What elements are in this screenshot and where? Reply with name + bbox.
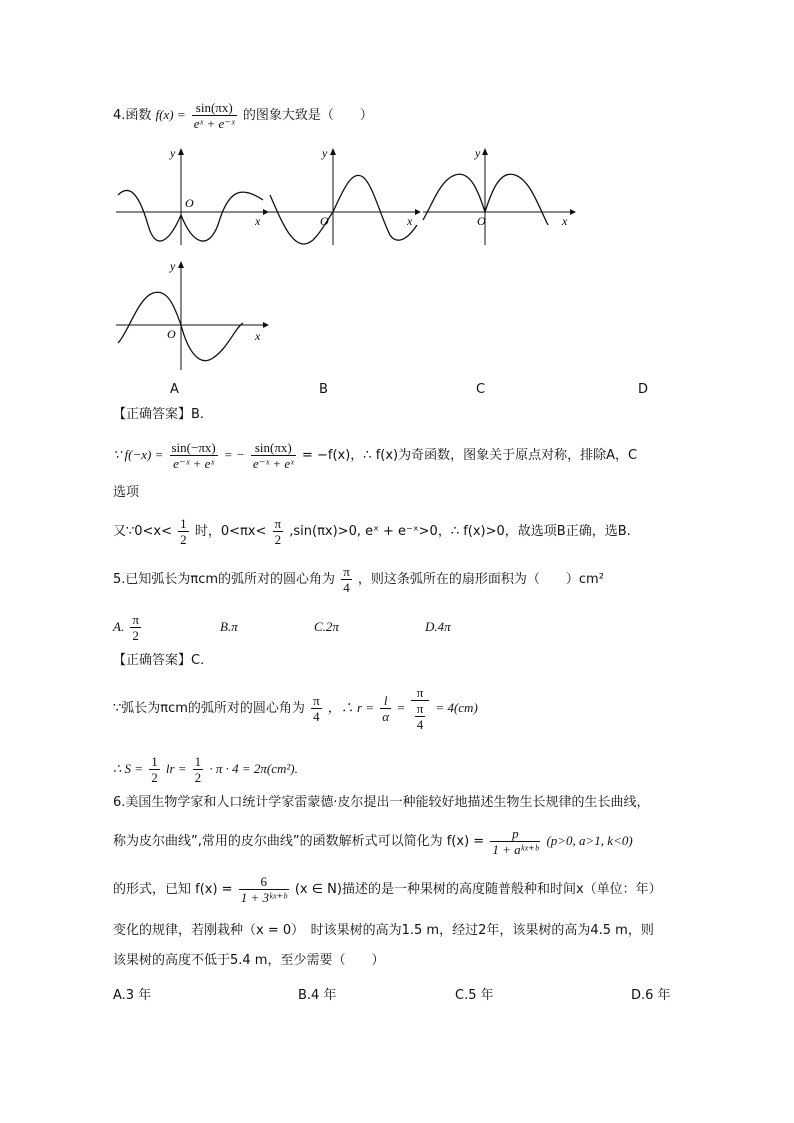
q5-option-a: A. $\frac{\pi}{2}$ <box>113 612 139 643</box>
q6-option-b: B.4 年 <box>298 988 337 1003</box>
q5-option-d: D.4π <box>425 619 451 634</box>
graph-option-b <box>265 145 425 250</box>
q5-stem: 5.已知弧长为πcm的弧所对的圆心角为 $\frac{\pi}{4}$ ，则这条弧所在的扇形面积为（ ）cm² <box>113 564 604 595</box>
q5-solution-1: ∵弧长为πcm的弧所对的圆心角为 $\frac{\pi}{4}$ ，∴ r = $\frac{l}{\alpha}$ = $\frac{\pi}{\frac{\pi}{4}}$ = 4(cm) <box>113 685 478 732</box>
svg-text:y: y <box>322 146 328 160</box>
svg-text:O: O <box>185 196 194 210</box>
q4-solution-1: ∵ f(−x) = $\frac{\sin(-\pi x)}{\text{e⁻ˣ + eˣ}}$ = − $\frac{\sin(\pi x)}{\text{e⁻ˣ + eˣ}}$ = −f(x)，∴ f(x)为奇函数，图象关于原点对称，排除A，C <box>113 440 638 471</box>
q6-option-d: D.6 年 <box>631 988 671 1003</box>
q6-line-3: 的形式，已知 f(x) = $\frac{6}{\text{1 + 3ᵏˣ⁺ᵇ}}$ (x ∈ N)描述的是一种果树的高度随普般种和时间x（单位：年） <box>113 874 662 905</box>
svg-text:y: y <box>170 146 176 160</box>
q6-line-2: 称为皮尔曲线”,常用的皮尔曲线”的函数解析式可以简化为 f(x) = $\frac{p}{\text{1 + aᵏˣ⁺ᵇ}}$ (p>0, a>1, k<0) <box>113 826 633 857</box>
q4-answer: 【正确答案】B. <box>113 407 205 422</box>
option-a-label: A <box>170 382 179 397</box>
q6-line-5: 该果树的高度不低于5.4 m，至少需要（ ） <box>113 953 385 968</box>
q4-solution-2: 又∵0<x< $\frac{1}{2}$ 时，0<πx< $\frac{\pi}{2}$ ,sin(πx)>0, eˣ + e⁻ˣ>0，∴ f(x)>0，故选项B正确，选B. <box>113 516 631 547</box>
graph-option-d <box>113 258 273 373</box>
q5-answer: 【正确答案】C. <box>113 653 205 668</box>
svg-text:x: x <box>407 214 413 228</box>
svg-text:O: O <box>167 327 176 341</box>
q6-line-4: 变化的规律，若刚栽种（x = 0） 时该果树的高为1.5 m，经过2年，该果树的高为4.5 m，则 <box>113 923 654 938</box>
q6-line-1: 6.美国生物学家和人口统计学家雷蒙德·皮尔提出一种能较好地描述生物生长规律的生长曲线， <box>113 795 650 810</box>
svg-text:x: x <box>255 329 261 343</box>
svg-text:O: O <box>320 214 329 228</box>
option-d-label: D <box>638 382 649 397</box>
q6-option-a: A.3 年 <box>113 988 152 1003</box>
svg-text:x: x <box>562 214 568 228</box>
graph-option-c <box>420 145 580 250</box>
svg-text:O: O <box>477 214 486 228</box>
q4-stem: 4.函数 f(x) = $\frac{\sin(\pi x)}{\text{eˣ + e⁻ˣ}}$ 的图象大致是（ ） <box>113 100 373 131</box>
q4-solution-1b: 选项 <box>113 485 140 500</box>
graph-option-a <box>113 145 273 250</box>
svg-text:y: y <box>475 146 481 160</box>
q6-option-c: C.5 年 <box>455 988 494 1003</box>
q5-option-b: B.π <box>220 619 238 634</box>
q5-solution-2: ∴ S = $\frac{1}{2}$ lr = $\frac{1}{2}$ · π · 4 = 2π(cm²). <box>113 754 298 785</box>
svg-text:x: x <box>255 214 261 228</box>
option-c-label: C <box>476 382 486 397</box>
svg-text:y: y <box>170 259 176 273</box>
option-b-label: B <box>319 382 328 397</box>
q5-option-c: C.2π <box>314 619 339 634</box>
